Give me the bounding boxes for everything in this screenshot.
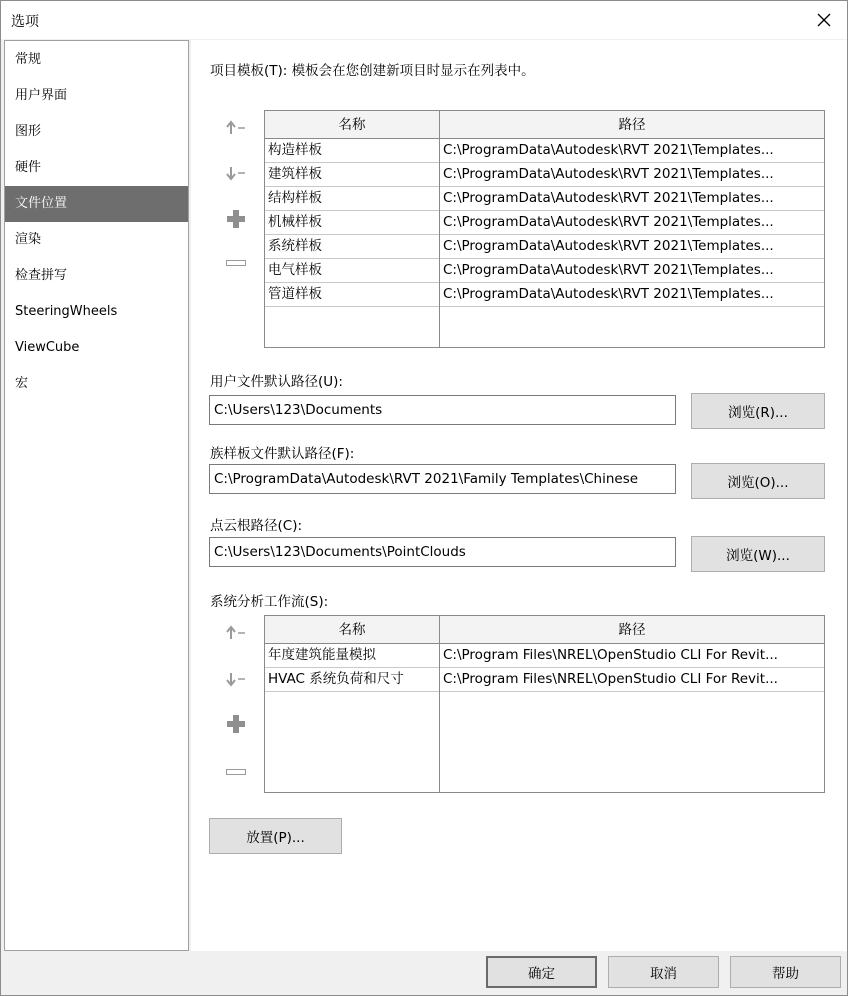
- sidebar: [4, 40, 189, 951]
- family-path-input[interactable]: C:\ProgramData\Autodesk\RVT 2021\Family Templates\Chinese: [209, 464, 676, 494]
- sidebar-item-user-interface[interactable]: 用户界面: [15, 88, 68, 103]
- content-panel: [191, 40, 847, 951]
- template-name-cell[interactable]: 结构样板: [265, 187, 439, 211]
- minus-icon: [226, 767, 246, 777]
- pointcloud-path-input[interactable]: C:\Users\123\Documents\PointClouds: [209, 537, 676, 567]
- pointcloud-path-label: 点云根路径(C):: [210, 518, 303, 534]
- col-header-name[interactable]: 名称: [265, 111, 439, 139]
- move-down-icon: [225, 671, 247, 687]
- cancel-button[interactable]: 取消: [608, 956, 719, 988]
- remove-template-button[interactable]: [223, 250, 249, 276]
- remove-workflow-button[interactable]: [223, 759, 249, 785]
- workflow-empty-cell[interactable]: [265, 692, 439, 792]
- workflow-path-cell[interactable]: C:\Program Files\NREL\OpenStudio CLI For Revit...: [440, 644, 824, 668]
- family-path-label: 族样板文件默认路径(F):: [210, 446, 355, 462]
- move-down-icon: [225, 165, 247, 181]
- template-empty-cell[interactable]: [440, 307, 824, 347]
- col-header-path[interactable]: 路径: [440, 616, 824, 644]
- browse-family-path-button[interactable]: 浏览(O)...: [691, 463, 825, 499]
- minus-icon: [226, 258, 246, 268]
- workflows-label: 系统分析工作流(S):: [210, 594, 329, 610]
- browse-user-path-button[interactable]: 浏览(R)...: [691, 393, 825, 429]
- template-name-cell[interactable]: 构造样板: [265, 139, 439, 163]
- title-bar: [1, 1, 847, 39]
- templates-table: [264, 110, 825, 348]
- template-path-cell[interactable]: C:\ProgramData\Autodesk\RVT 2021\Templates...: [440, 211, 824, 235]
- template-path-cell[interactable]: C:\ProgramData\Autodesk\RVT 2021\Templates...: [440, 139, 824, 163]
- sidebar-item-viewcube[interactable]: ViewCube: [15, 340, 80, 355]
- template-path-cell[interactable]: C:\ProgramData\Autodesk\RVT 2021\Templates...: [440, 283, 824, 307]
- browse-pointcloud-path-button[interactable]: 浏览(W)...: [691, 536, 825, 572]
- plus-icon: [226, 209, 246, 229]
- move-up-button[interactable]: [223, 115, 249, 141]
- sidebar-item-general[interactable]: 常规: [15, 52, 42, 67]
- template-path-cell[interactable]: C:\ProgramData\Autodesk\RVT 2021\Templates...: [440, 163, 824, 187]
- dialog-footer: [1, 951, 847, 995]
- user-path-input[interactable]: C:\Users\123\Documents: [209, 395, 676, 425]
- templates-label: 项目模板(T): 模板会在您创建新项目时显示在列表中。: [210, 63, 535, 79]
- sidebar-item-macros[interactable]: 宏: [15, 376, 29, 391]
- ok-button[interactable]: 确定: [486, 956, 597, 988]
- template-empty-cell[interactable]: [265, 307, 439, 347]
- template-path-cell[interactable]: C:\ProgramData\Autodesk\RVT 2021\Templates...: [440, 259, 824, 283]
- move-down-button[interactable]: [223, 160, 249, 186]
- help-button[interactable]: 帮助: [730, 956, 841, 988]
- sidebar-item-rendering[interactable]: 渲染: [15, 232, 42, 247]
- user-path-label: 用户文件默认路径(U):: [210, 374, 343, 390]
- sidebar-item-graphics[interactable]: 图形: [15, 124, 42, 139]
- col-header-path[interactable]: 路径: [440, 111, 824, 139]
- template-name-cell[interactable]: 管道样板: [265, 283, 439, 307]
- col-header-name[interactable]: 名称: [265, 616, 439, 644]
- template-name-cell[interactable]: 建筑样板: [265, 163, 439, 187]
- sidebar-item-file-locations[interactable]: 文件位置: [5, 186, 188, 222]
- close-button[interactable]: [809, 5, 839, 35]
- close-icon: [817, 13, 831, 27]
- add-template-button[interactable]: [223, 206, 249, 232]
- workflow-name-cell[interactable]: HVAC 系统负荷和尺寸: [265, 668, 439, 692]
- template-path-cell[interactable]: C:\ProgramData\Autodesk\RVT 2021\Templates...: [440, 235, 824, 259]
- workflows-table: [264, 615, 825, 793]
- plus-icon: [226, 714, 246, 734]
- sidebar-item-steeringwheels[interactable]: SteeringWheels: [15, 304, 118, 319]
- sidebar-item-spelling[interactable]: 检查拼写: [15, 268, 68, 283]
- move-up-icon: [225, 625, 247, 641]
- sidebar-item-hardware[interactable]: 硬件: [15, 160, 42, 175]
- window-title: 选项: [11, 14, 39, 30]
- template-name-cell[interactable]: 机械样板: [265, 211, 439, 235]
- template-name-cell[interactable]: 电气样板: [265, 259, 439, 283]
- places-button[interactable]: 放置(P)...: [209, 818, 342, 854]
- workflow-path-cell[interactable]: C:\Program Files\NREL\OpenStudio CLI For Revit...: [440, 668, 824, 692]
- template-path-cell[interactable]: C:\ProgramData\Autodesk\RVT 2021\Templates...: [440, 187, 824, 211]
- workflow-move-up-button[interactable]: [223, 620, 249, 646]
- add-workflow-button[interactable]: [223, 711, 249, 737]
- move-up-icon: [225, 120, 247, 136]
- workflow-move-down-button[interactable]: [223, 666, 249, 692]
- workflow-empty-cell[interactable]: [440, 692, 824, 792]
- workflow-name-cell[interactable]: 年度建筑能量模拟: [265, 644, 439, 668]
- template-name-cell[interactable]: 系统样板: [265, 235, 439, 259]
